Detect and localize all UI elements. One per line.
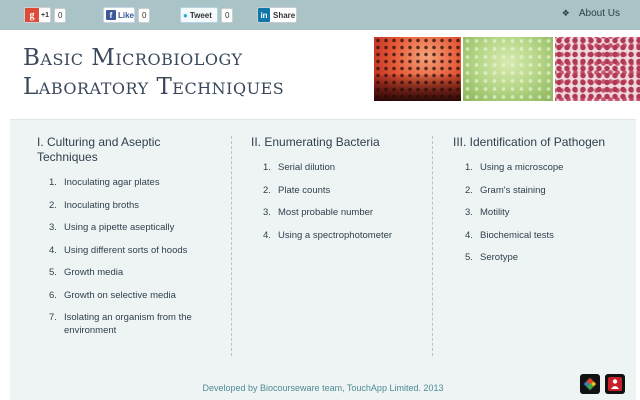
topic-link[interactable]: Serotype <box>480 252 519 263</box>
column-divider <box>231 136 232 356</box>
topic-link[interactable]: Using different sorts of hoods <box>64 244 188 256</box>
topic-item[interactable]: 3. Motility <box>465 207 510 218</box>
gplus-label: +1 <box>41 11 49 19</box>
section-culturing <box>37 135 222 347</box>
topic-item[interactable]: 3. Most probable number <box>263 207 374 218</box>
topic-link[interactable]: Using a microscope <box>480 162 564 173</box>
topic-item[interactable]: 2. Plate counts <box>263 184 331 196</box>
facebook-like-button[interactable] <box>103 7 135 23</box>
section-enumerating <box>251 135 431 252</box>
topic-link[interactable]: Growth on selective media <box>64 289 176 301</box>
topic-link[interactable]: Using a pipette aseptically <box>64 222 175 233</box>
topic-link[interactable]: Plate counts <box>278 184 331 196</box>
topic-item[interactable]: 2. Gram's staining <box>465 184 546 196</box>
topic-link[interactable]: Motility <box>480 207 510 218</box>
page-title <box>23 44 284 102</box>
facebook-count: 0 <box>138 8 150 23</box>
topic-item[interactable]: 5. Serotype <box>465 252 519 263</box>
topic-link[interactable]: Serial dilution <box>278 162 336 173</box>
topic-link[interactable]: Biochemical tests <box>480 229 554 241</box>
topic-list <box>263 162 431 242</box>
twitter-bird-icon: ● <box>183 10 188 20</box>
linkedin-share-button[interactable] <box>257 7 297 23</box>
footer-credit: Developed by Biocourseware team, TouchApp Limited. 2013 <box>202 383 444 393</box>
topic-item[interactable]: 4. Using a spectrophotometer <box>263 229 393 241</box>
topic-link[interactable]: Most probable number <box>278 207 374 218</box>
google-plus-icon: g <box>25 8 39 22</box>
gplus-count: 0 <box>54 8 66 23</box>
tweet-button[interactable] <box>180 7 218 23</box>
topic-item[interactable]: 2. Inoculating broths <box>49 199 139 211</box>
topic-item[interactable]: 1. Inoculating agar plates <box>49 177 160 188</box>
topics-panel <box>10 119 636 400</box>
section-heading: II. Enumerating Bacteria <box>251 135 380 149</box>
gplus-share[interactable] <box>24 7 66 23</box>
page-header <box>0 30 640 116</box>
facebook-like-label: Like <box>117 10 134 20</box>
topic-item[interactable]: 3. Using a pipette aseptically <box>49 222 175 233</box>
about-us-label: About Us <box>578 8 620 19</box>
linkedin-icon: in <box>258 8 270 22</box>
facebook-share[interactable] <box>103 7 150 23</box>
red-person-icon <box>608 377 622 391</box>
linkedin-share-label: Share <box>273 10 296 20</box>
title-line-1: Basic Microbiology <box>23 45 243 71</box>
section-heading: III. Identification of Pathogen <box>453 135 606 149</box>
topic-link[interactable]: Isolating an organism from the environment <box>64 312 192 336</box>
topic-link[interactable]: Gram's staining <box>480 184 546 196</box>
topic-item[interactable]: 5. Growth media <box>49 267 124 278</box>
topic-link[interactable]: Using a spectrophotometer <box>278 229 393 241</box>
about-us-link[interactable] <box>562 8 620 19</box>
title-line-2: Laboratory Techniques <box>23 74 285 100</box>
column-divider <box>432 136 433 356</box>
topic-item[interactable]: 6. Growth on selective media <box>49 289 176 301</box>
section-heading: I. Culturing and Aseptic Techniques <box>37 135 161 164</box>
share-app-icon[interactable] <box>605 374 625 394</box>
topic-link[interactable]: Growth media <box>64 267 124 278</box>
twitter-share[interactable] <box>180 7 233 23</box>
twitter-count: 0 <box>221 8 233 23</box>
section-identification <box>453 135 623 275</box>
topic-item[interactable]: 1. Using a microscope <box>465 162 564 173</box>
microscope-cells-photo <box>555 37 640 101</box>
topic-item[interactable]: 7. Isolating an organism from the environment <box>49 312 222 337</box>
gplus-button[interactable] <box>24 7 51 23</box>
tweet-label: Tweet <box>189 10 212 20</box>
topic-list <box>49 177 222 337</box>
topic-item[interactable]: 4. Biochemical tests <box>465 229 554 241</box>
share-bar <box>0 0 640 30</box>
linkedin-share[interactable] <box>257 7 297 23</box>
topic-item[interactable]: 1. Serial dilution <box>263 162 336 173</box>
agar-plate-photo <box>374 37 461 101</box>
culture-plate-photo <box>463 37 553 101</box>
colorful-diamond-icon <box>583 377 597 391</box>
topic-list <box>465 162 623 265</box>
topic-item[interactable]: 4. Using different sorts of hoods <box>49 244 188 256</box>
app-store-icon[interactable] <box>580 374 600 394</box>
facebook-icon: f <box>106 10 116 20</box>
diamond-bullet-icon: ❖ <box>561 8 570 18</box>
topic-link[interactable]: Inoculating broths <box>64 199 139 211</box>
topic-link[interactable]: Inoculating agar plates <box>64 177 160 188</box>
